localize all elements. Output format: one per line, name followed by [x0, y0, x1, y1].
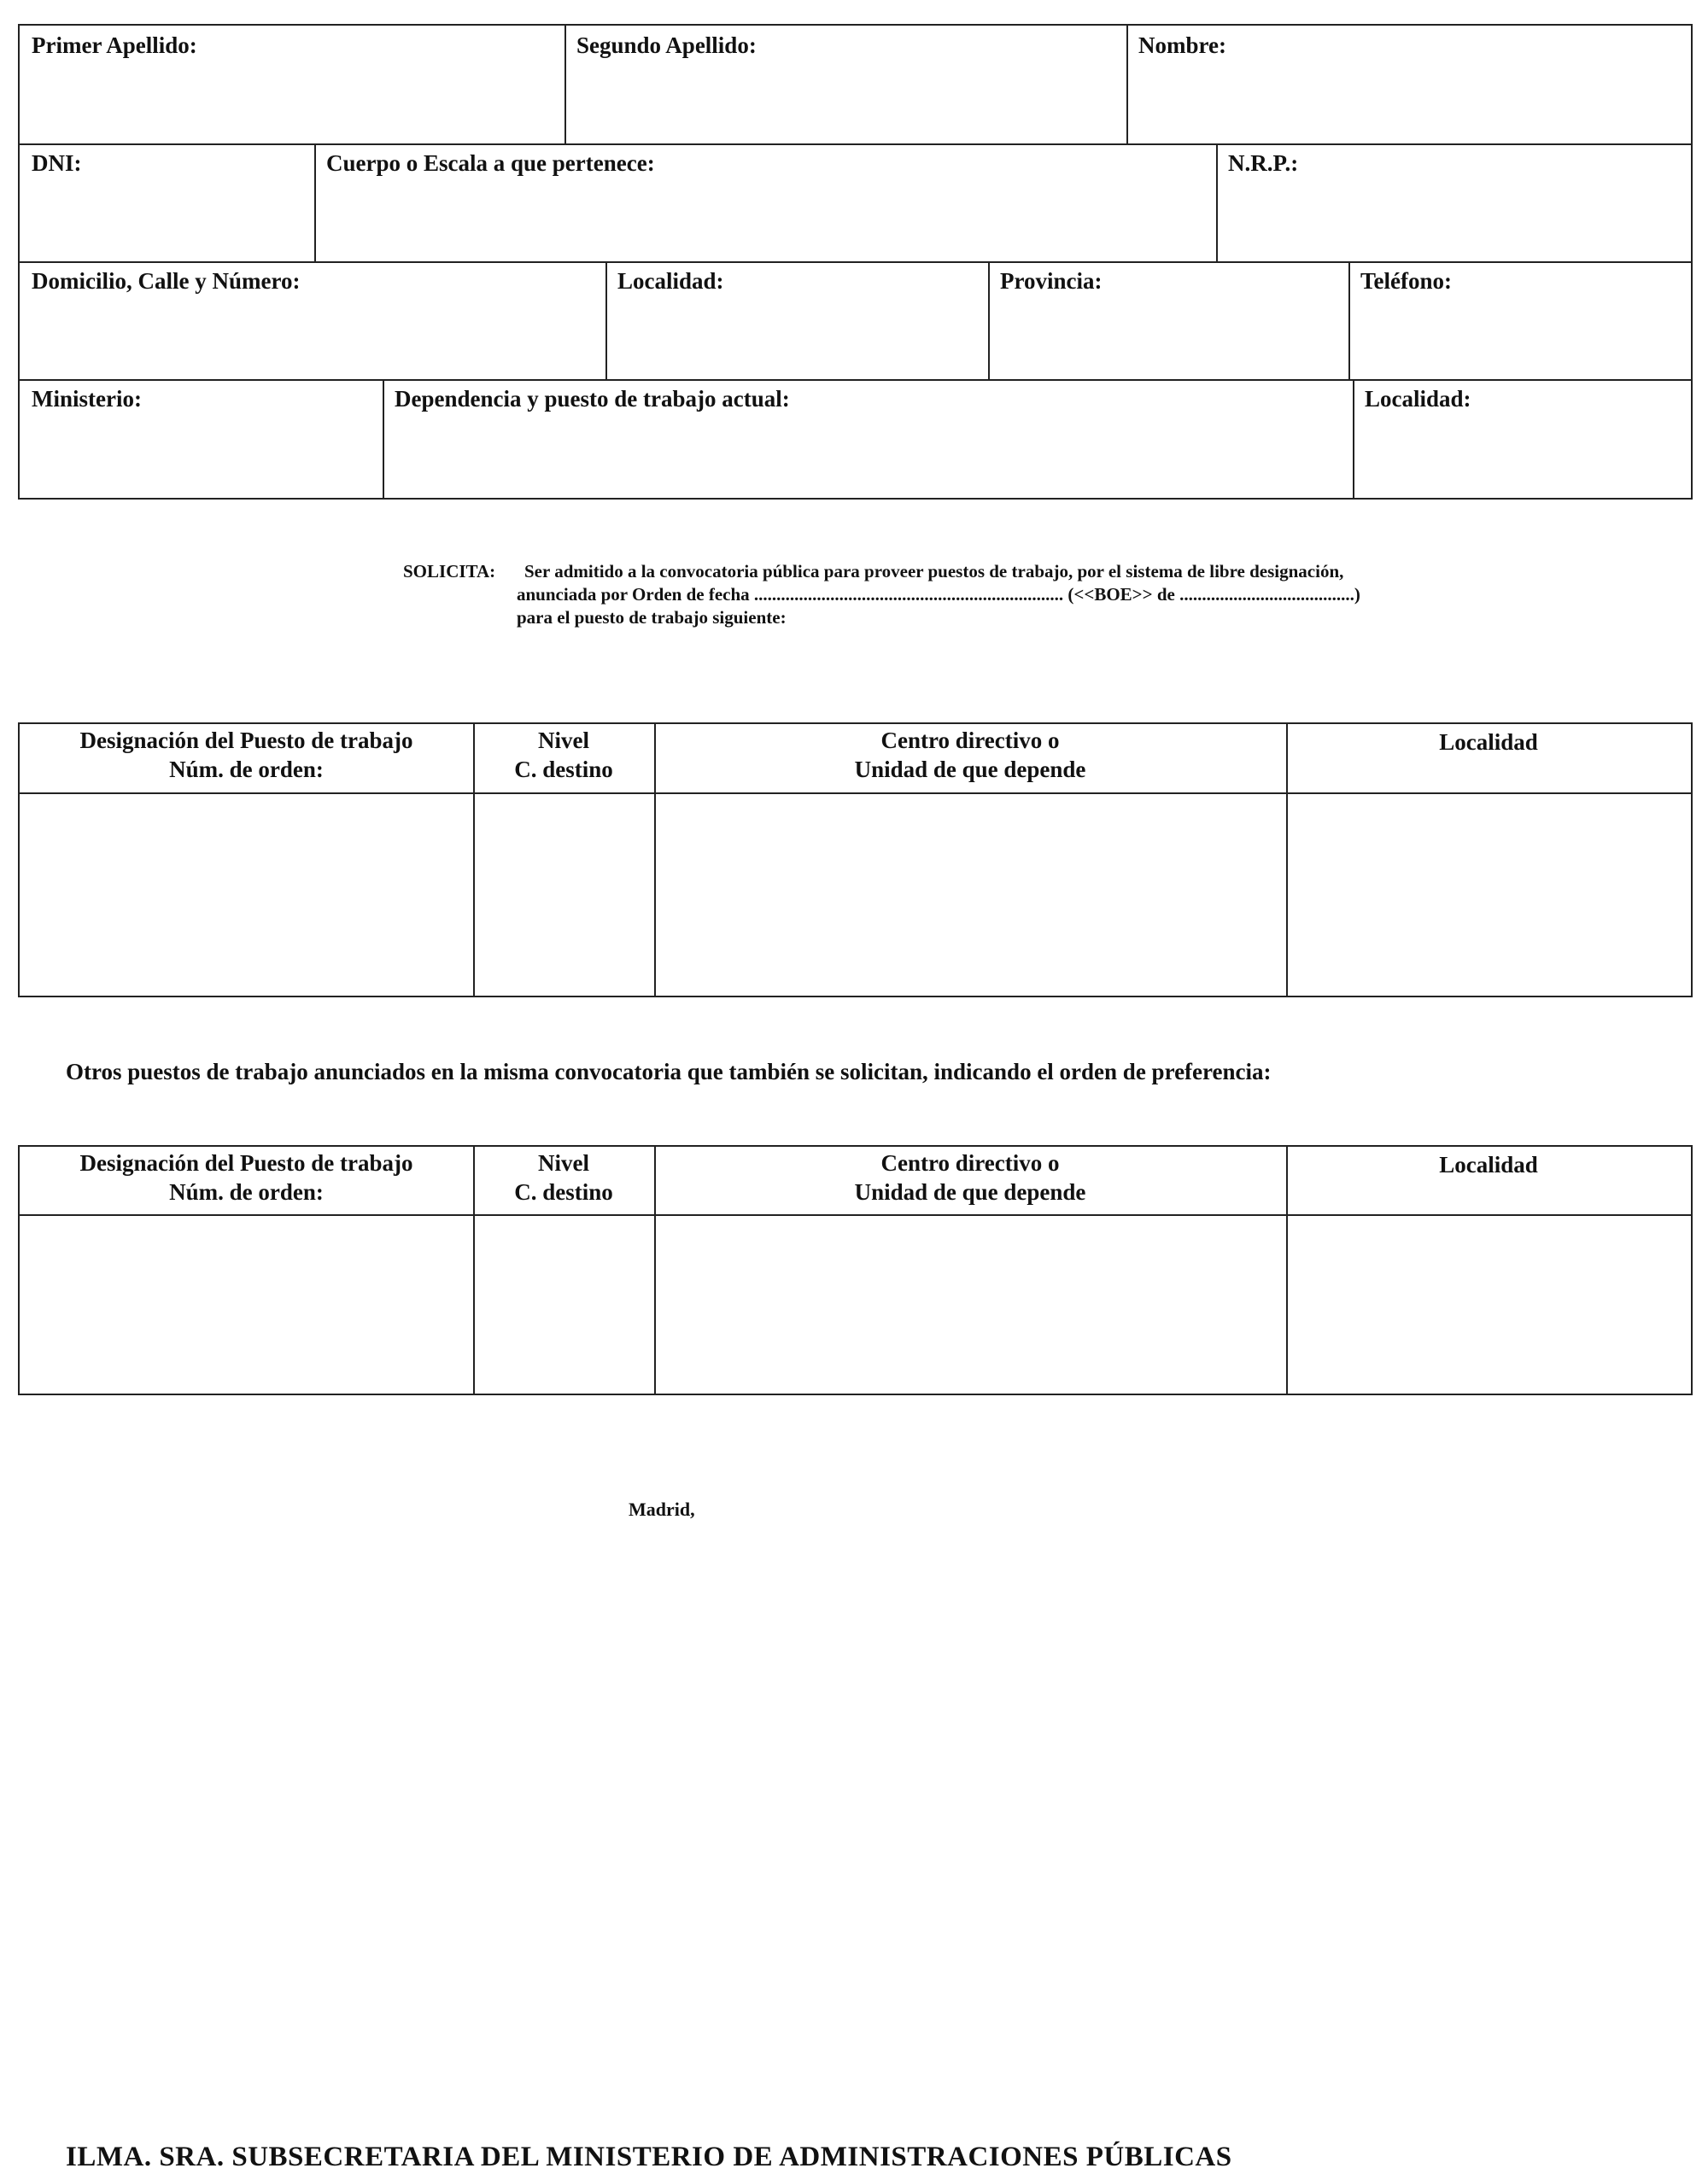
localidad-field[interactable] — [605, 261, 990, 381]
solicita-line-1: Ser admitido a la convocatoria pública para proveer puestos de trabajo, por el sistema de libre designación, — [524, 561, 1344, 582]
header-line: Nivel — [538, 728, 589, 753]
telefono-field[interactable] — [1348, 261, 1691, 381]
nivel-input-cell[interactable] — [475, 1216, 654, 1394]
designacion-input-cell[interactable] — [20, 1216, 473, 1394]
column-header-centro — [654, 726, 1286, 784]
nombre-label: Nombre: — [1138, 32, 1226, 58]
otros-puestos-text: Otros puestos de trabajo anunciados en la misma convocatoria que también se solicitan, indicando el orden de preferencia: — [66, 1059, 1272, 1084]
header-line: Centro directivo o — [880, 728, 1060, 753]
localidad-trabajo-label: Localidad: — [1365, 386, 1471, 412]
nrp-label: N.R.P.: — [1228, 150, 1299, 176]
cuerpo-escala-field[interactable] — [314, 143, 1218, 263]
centro-input-cell[interactable] — [656, 794, 1286, 996]
primer-apellido-label: Primer Apellido: — [32, 32, 197, 58]
puesto-table — [18, 722, 1693, 997]
solicita-line-3: para el puesto de trabajo siguiente: — [517, 607, 787, 628]
nombre-field[interactable] — [1126, 26, 1691, 145]
centro-input-cell[interactable] — [656, 1216, 1286, 1394]
header-line: Nivel — [538, 1150, 589, 1176]
dni-label: DNI: — [32, 150, 82, 176]
column-header-designacion — [20, 726, 473, 784]
column-header-localidad — [1286, 1150, 1691, 1179]
dni-field[interactable] — [20, 143, 316, 263]
header-line: Núm. de orden: — [169, 1179, 324, 1205]
localidad-input-cell[interactable] — [1288, 1216, 1691, 1394]
dependencia-label: Dependencia y puesto de trabajo actual: — [395, 386, 790, 412]
header-line: Localidad — [1439, 1152, 1538, 1178]
column-header-localidad — [1286, 728, 1691, 757]
solicita-line-2: anunciada por Orden de fecha ..................................................................... (<<BOE>> de .......................................) — [517, 584, 1360, 605]
header-line: Localidad — [1439, 729, 1538, 755]
personal-data-form — [18, 24, 1693, 500]
column-header-nivel — [473, 1148, 654, 1207]
column-header-centro — [654, 1148, 1286, 1207]
domicilio-label: Domicilio, Calle y Número: — [32, 268, 301, 294]
provincia-label: Provincia: — [1000, 268, 1103, 294]
localidad-trabajo-field[interactable] — [1353, 379, 1691, 498]
localidad-input-cell[interactable] — [1288, 794, 1691, 996]
solicita-label: SOLICITA: — [403, 561, 496, 582]
nrp-field[interactable] — [1216, 143, 1691, 263]
column-header-nivel — [473, 726, 654, 784]
column-header-designacion — [20, 1148, 473, 1207]
domicilio-field[interactable] — [20, 261, 607, 381]
segundo-apellido-label: Segundo Apellido: — [576, 32, 757, 58]
header-line: Núm. de orden: — [169, 757, 324, 782]
designacion-input-cell[interactable] — [20, 794, 473, 996]
telefono-label: Teléfono: — [1360, 268, 1452, 294]
localidad-label: Localidad: — [617, 268, 724, 294]
provincia-field[interactable] — [988, 261, 1350, 381]
header-line: Designación del Puesto de trabajo — [79, 1150, 413, 1176]
otros-puestos-table — [18, 1145, 1693, 1395]
header-line: Unidad de que depende — [854, 757, 1086, 782]
header-line: Designación del Puesto de trabajo — [79, 728, 413, 753]
ministerio-label: Ministerio: — [32, 386, 142, 412]
cuerpo-escala-label: Cuerpo o Escala a que pertenece: — [326, 150, 655, 176]
nivel-input-cell[interactable] — [475, 794, 654, 996]
header-line: Unidad de que depende — [854, 1179, 1086, 1205]
segundo-apellido-field[interactable] — [564, 26, 1128, 145]
dependencia-field[interactable] — [383, 379, 1354, 498]
header-line: C. destino — [514, 1179, 613, 1205]
header-line: C. destino — [514, 757, 613, 782]
ministerio-field[interactable] — [20, 379, 384, 498]
place-date-line: Madrid, — [629, 1499, 695, 1520]
primer-apellido-field[interactable] — [20, 26, 566, 145]
header-line: Centro directivo o — [880, 1150, 1060, 1176]
addressee: ILMA. SRA. SUBSECRETARIA DEL MINISTERIO DE ADMINISTRACIONES PÚBLICAS — [66, 2142, 1232, 2172]
